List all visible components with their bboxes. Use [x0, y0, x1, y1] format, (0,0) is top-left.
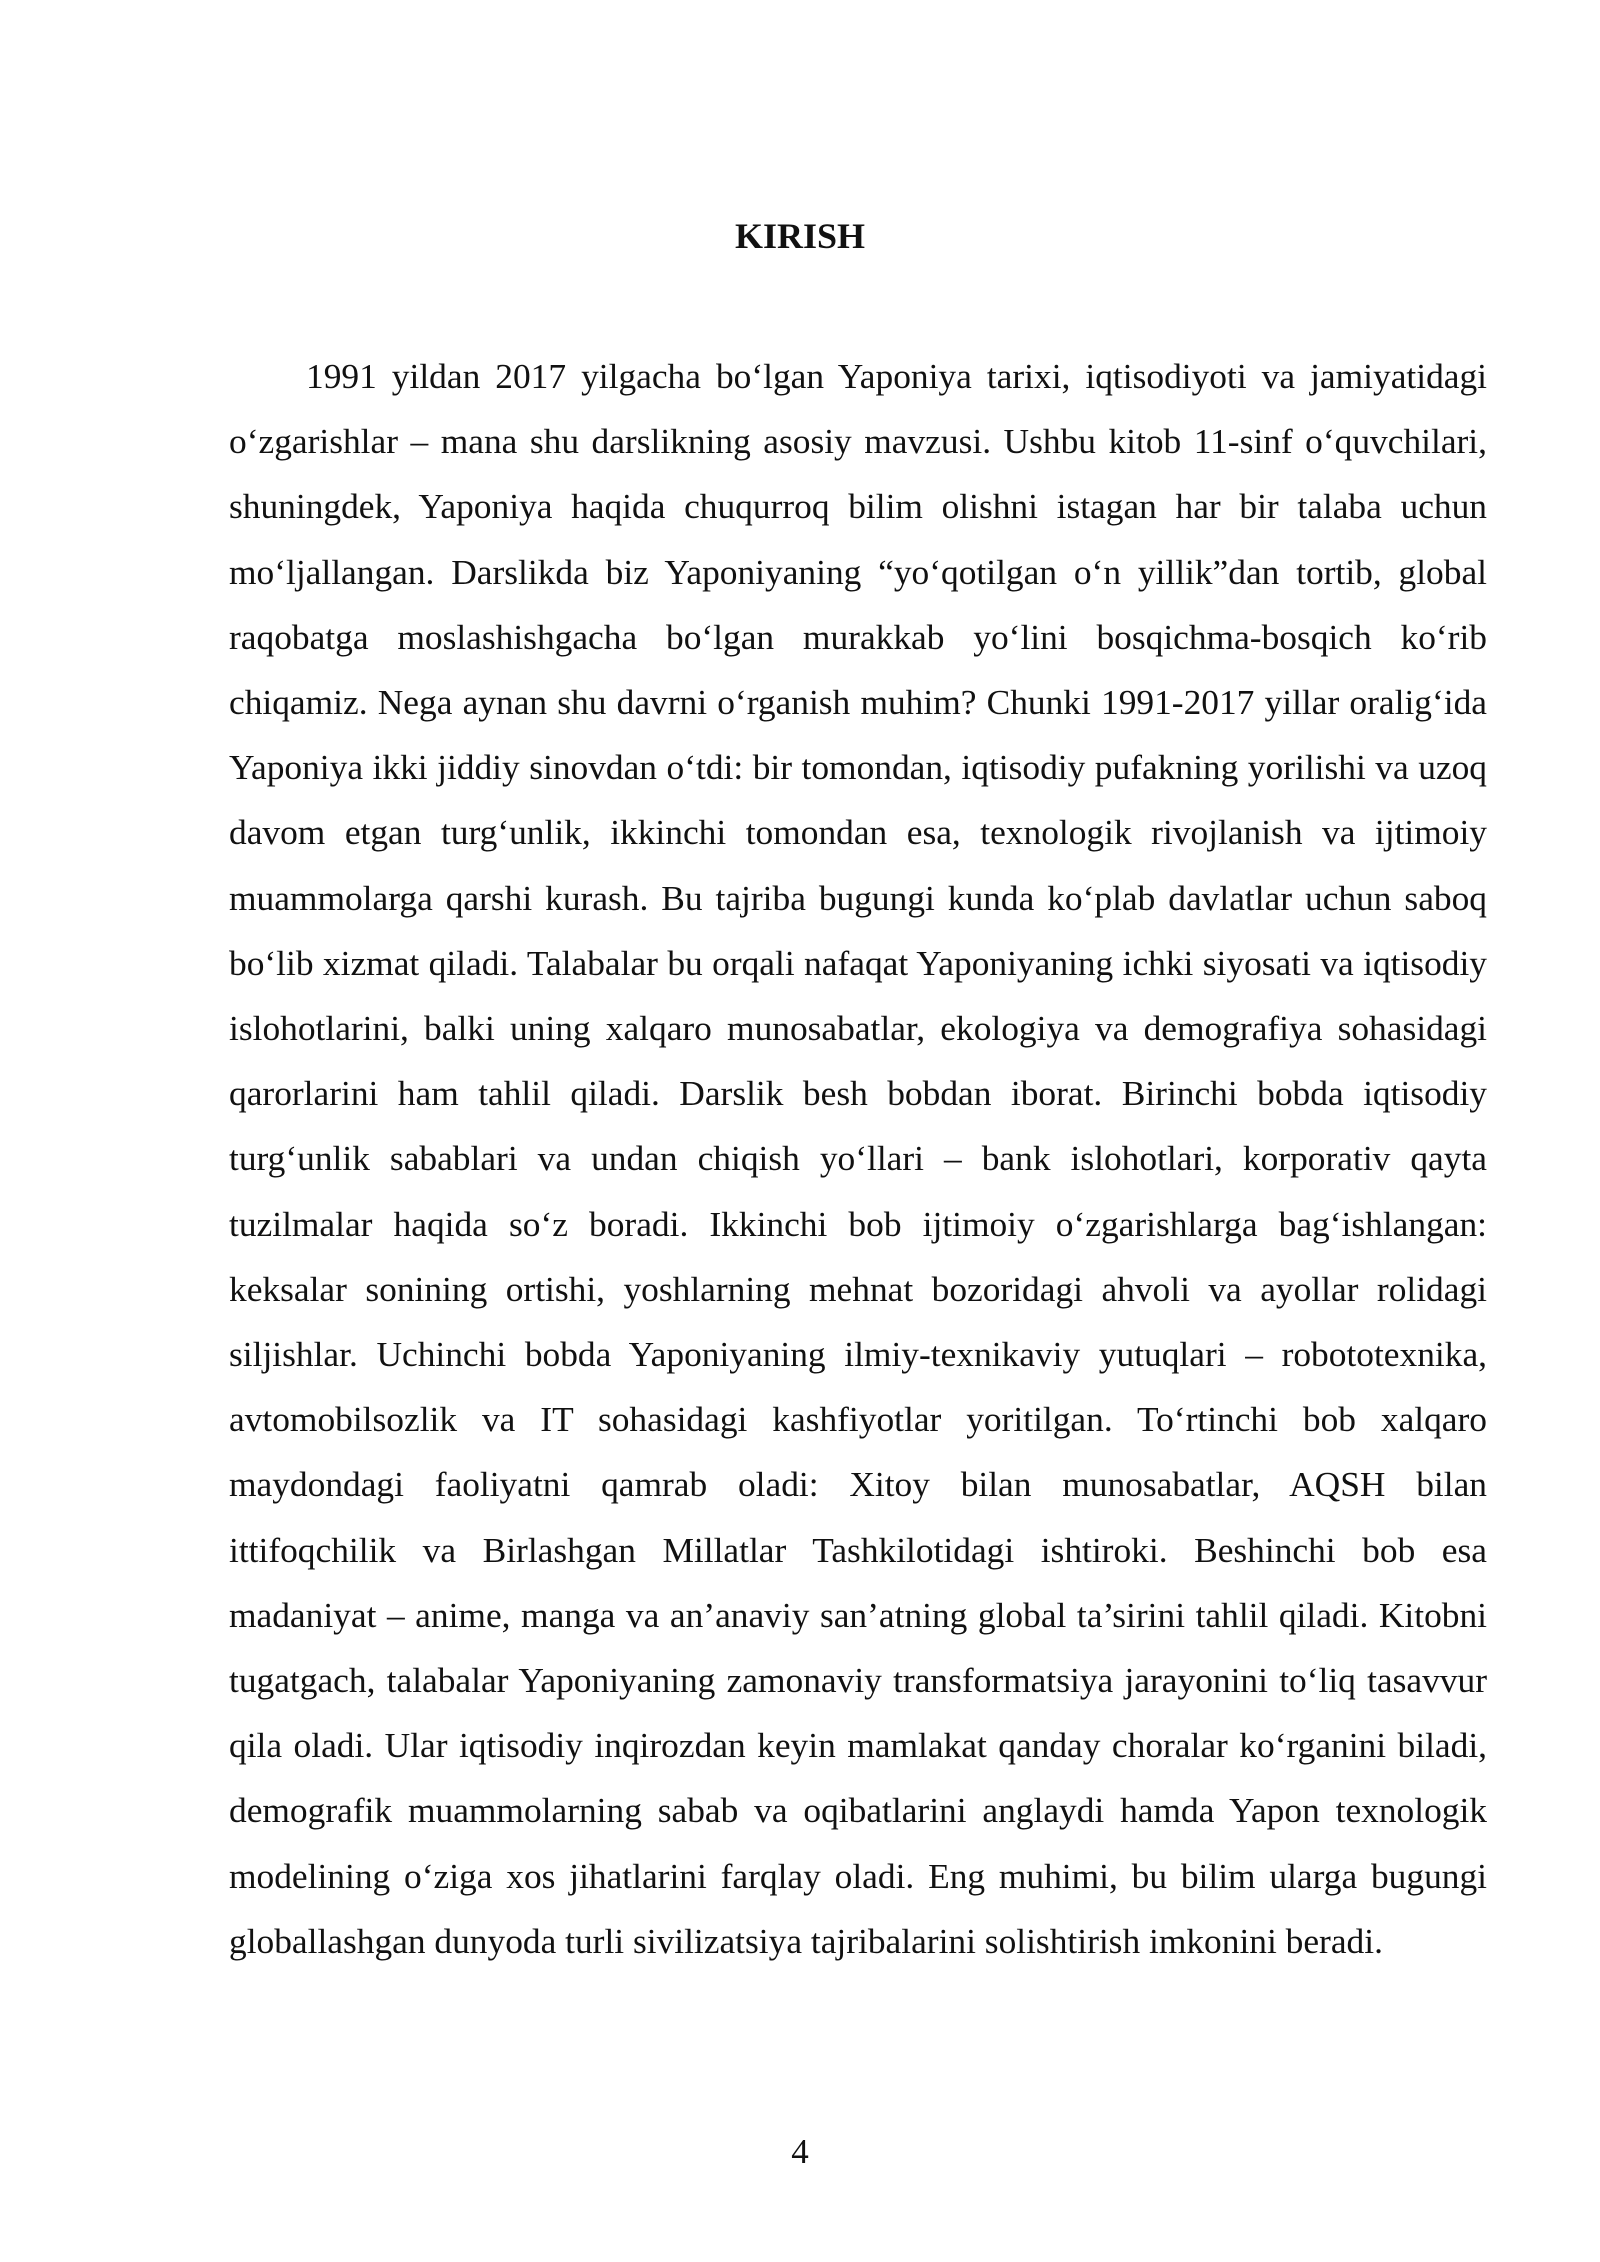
- page-title: KIRISH: [734, 216, 866, 256]
- body-paragraph: 1991 yildan 2017 yilgacha bo‘lgan Yaponiya tarixi, iqtisodiyoti va jamiyatidagi o‘zgarishlar – mana shu darslikning asosiy mavzusi. Ushbu kitob 11-sinf o‘quvchilari, shuningdek, Yaponiya haqida chuqurroq bilim olishni istagan har bir talaba uchun mo‘ljallangan. Darslikda biz Yaponiyaning “yo‘qotilgan o‘n yillik”dan tortib, global raqobatga moslashishgacha bo‘lgan murakkab yo‘lini bosqichma-bosqich ko‘rib chiqamiz. Nega aynan shu davrni o‘rganish muhim? Chunki 1991-2017 yillar oralig‘ida Yaponiya ikki jiddiy sinovdan o‘tdi: bir tomondan, iqtisodiy pufakning yorilishi va uzoq davom etgan turg‘unlik, ikkinchi tomondan esa, texnologik rivojlanish va ijtimoiy muammolarga qarshi kurash. Bu tajriba bugungi kunda ko‘plab davlatlar uchun saboq bo‘lib xizmat qiladi. Talabalar bu orqali nafaqat Yaponiyaning ichki siyosati va iqtisodiy islohotlarini, balki uning xalqaro munosabatlar, ekologiya va demografiya sohasidagi qarorlarini ham tahlil qiladi. Darslik besh bobdan iborat. Birinchi bobda iqtisodiy turg‘unlik sabablari va undan chiqish yo‘llari – bank islohotlari, korporativ qayta tuzilmalar haqida so‘z boradi. Ikkinchi bob ijtimoiy o‘zgarishlarga bag‘ishlangan: keksalar sonining ortishi, yoshlarning mehnat bozoridagi ahvoli va ayollar rolidagi siljishlar. Uchinchi bobda Yaponiyaning ilmiy-texnikaviy yutuqlari – robototexnika, avtomobilsozlik va IT sohasidagi kashfiyotlar yoritilgan. To‘rtinchi bob xalqaro maydondagi faoliyatni qamrab oladi: Xitoy bilan munosabatlar, AQSH bilan ittifoqchilik va Birlashgan Millatlar Tashkilotidagi ishtiroki. Beshinchi bob esa madaniyat – anime, manga va an’anaviy san’atning global ta’sirini tahlil qiladi. Kitobni tugatgach, talabalar Yaponiyaning zamonaviy transformatsiya jarayonini to‘liq tasavvur qila oladi. Ular iqtisodiy inqirozdan keyin mamlakat qanday choralar ko‘rganini biladi, demografik muammolarning sabab va oqibatlarini anglaydi hamda Yapon texnologik modelining o‘ziga xos jihatlarini farqlay oladi. Eng muhimi, bu bilim ularga bugungi globallashgan dunyoda turli sivilizatsiya tajribalarini solishtirish imkonini beradi.: [229, 356, 1487, 1961]
- page-number: 4: [791, 2132, 809, 2171]
